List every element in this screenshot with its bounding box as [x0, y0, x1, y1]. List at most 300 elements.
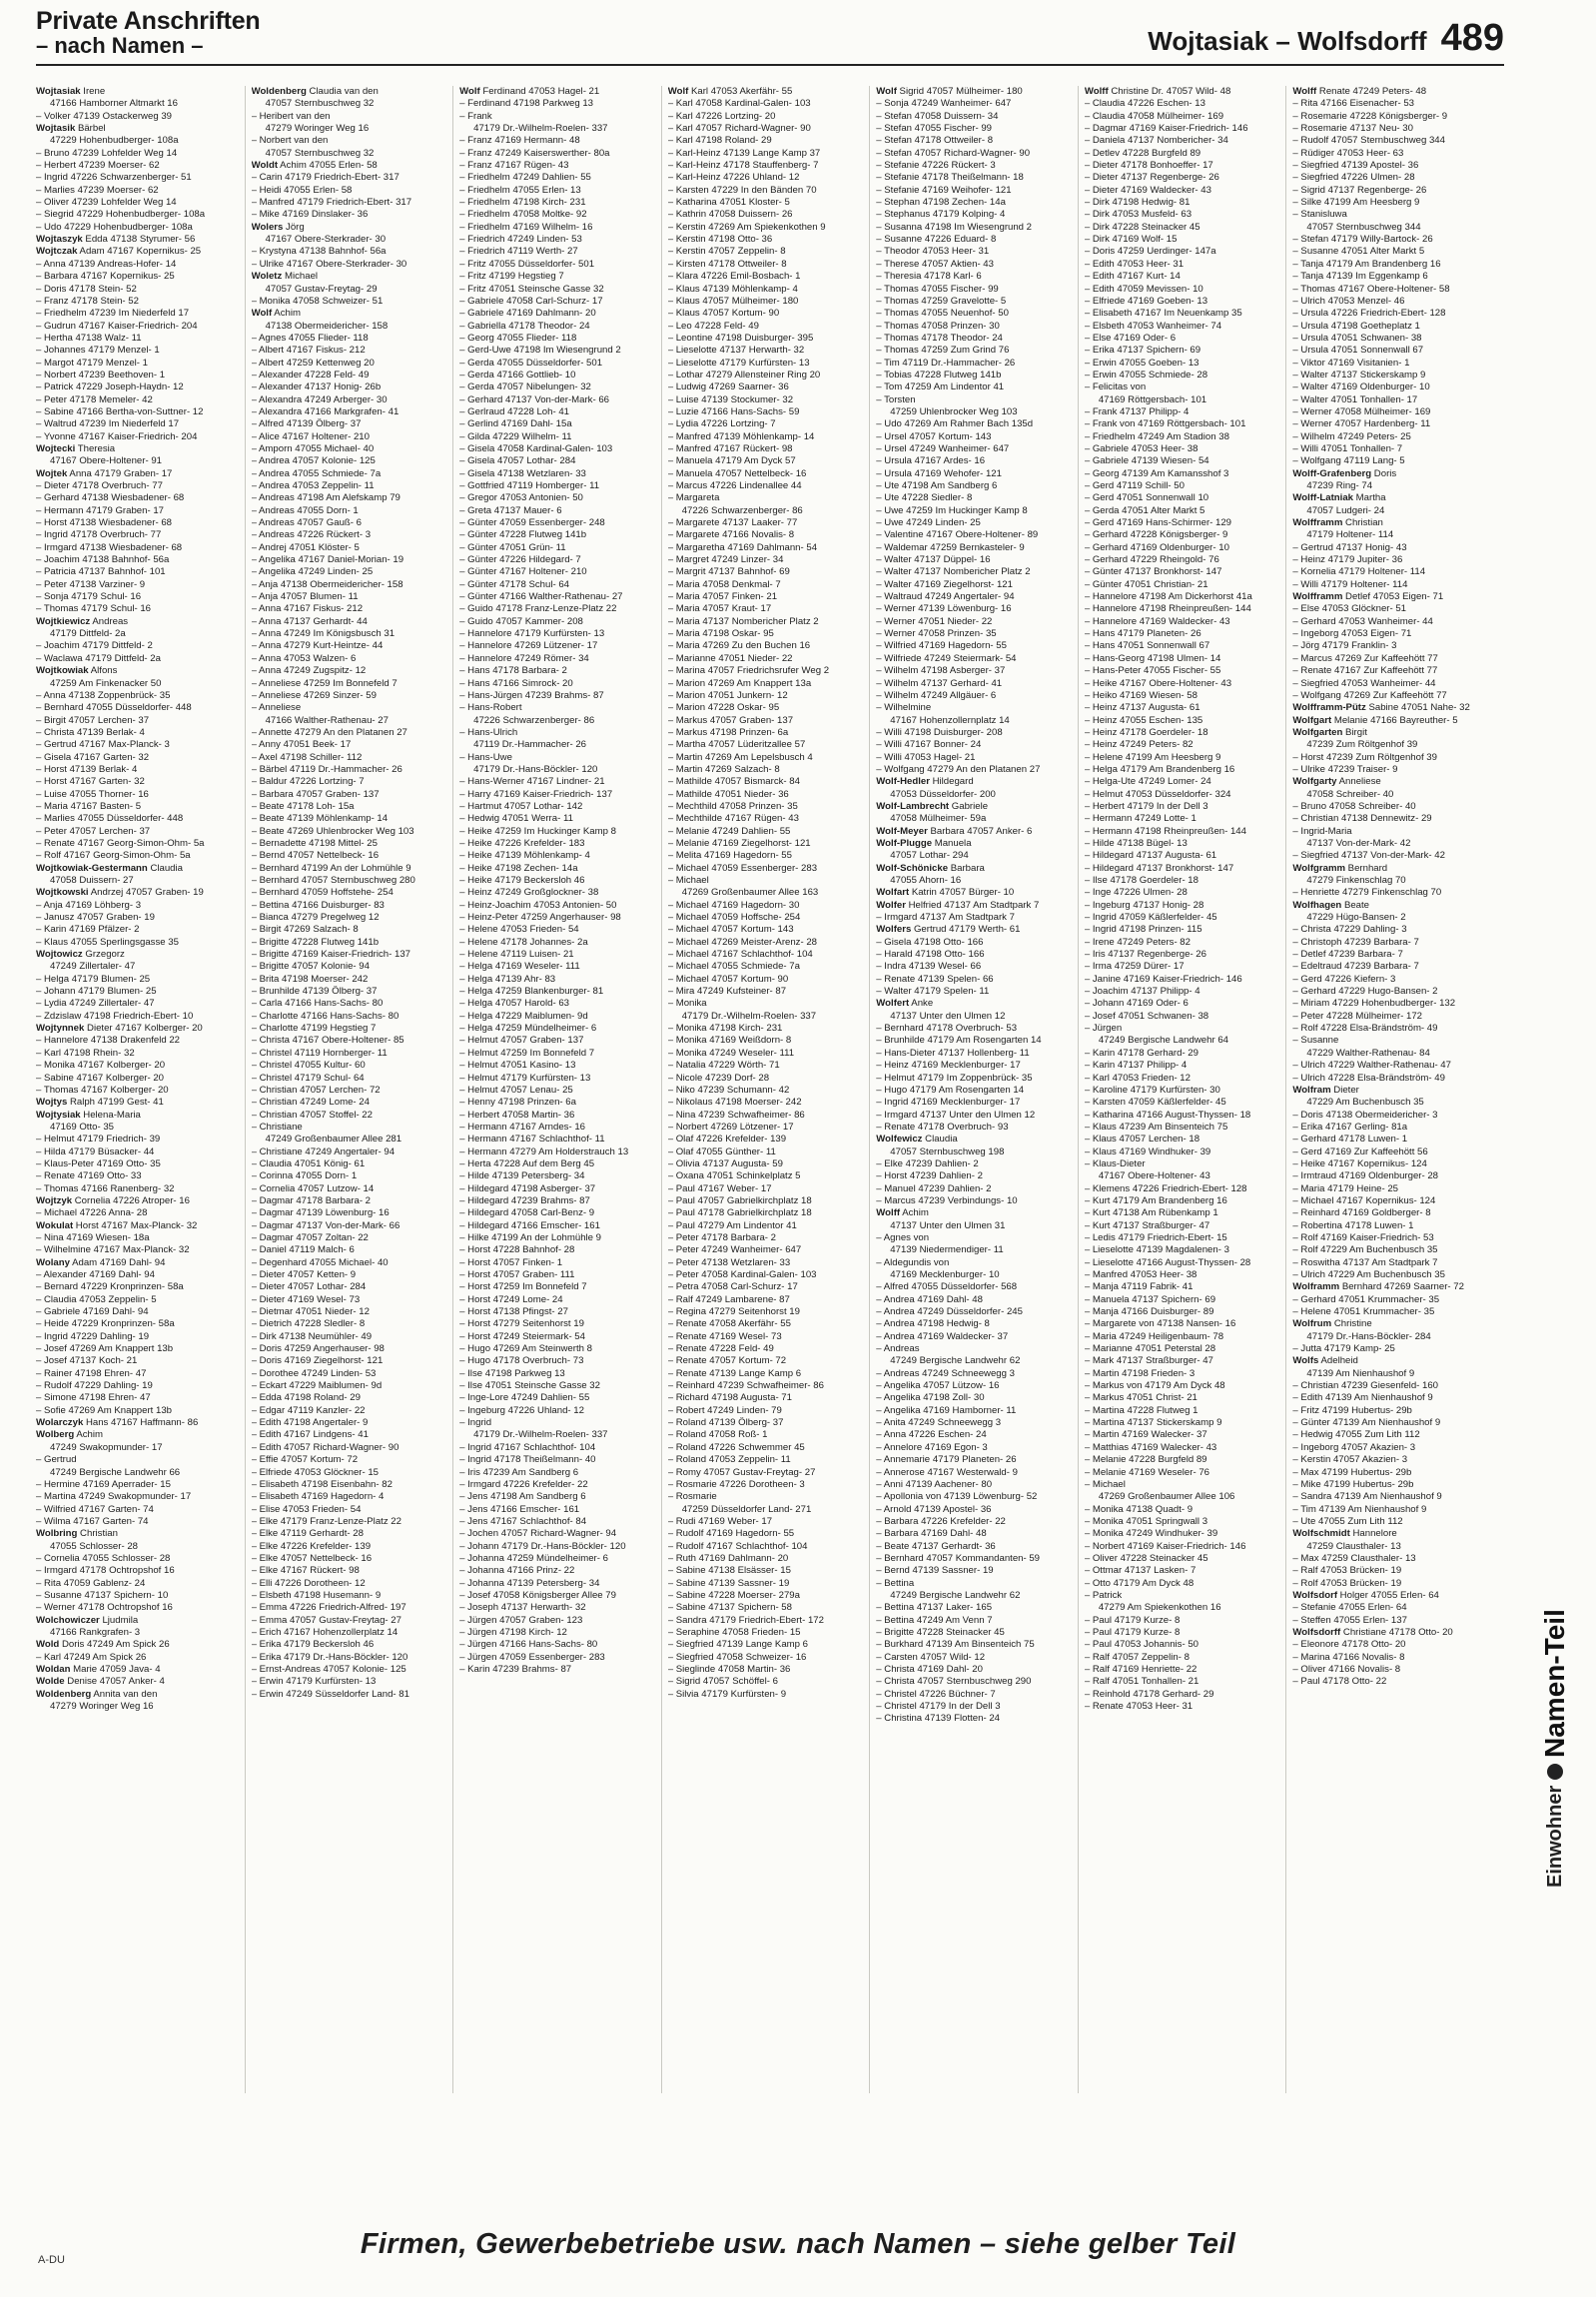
listing-entry: – Mark 47137 Straßburger- 47 [1084, 1355, 1213, 1367]
listing-entry: – Hildegard 47166 Emscher- 161 [459, 1219, 600, 1231]
listing-entry: – Nina 47239 Schwafheimer- 86 [667, 1109, 805, 1121]
listing-entry: – Guido 47178 Franz-Lenze-Platz 22 [459, 603, 617, 615]
listing-entry: – Ursula 47198 Goetheplatz 1 [1292, 320, 1420, 332]
listing-entry: – Ulrich 47229 Walther-Rathenau- 47 [1292, 1060, 1451, 1072]
listing-entry: 47249 Großenbaumer Allee 281 [265, 1134, 402, 1146]
listing-entry: – Edith 47198 Angertaler- 9 [251, 1417, 369, 1429]
listing-entry: – Dieter 47057 Ketten- 9 [251, 1269, 357, 1280]
listing-entry: – Olaf 47226 Krefelder- 139 [667, 1134, 787, 1146]
listing-entry: – Christoph 47239 Barbara- 7 [1292, 936, 1419, 948]
listing-entry: – Patrick [1084, 1589, 1123, 1601]
listing-entry: – Regina 47279 Seitenhorst 19 [667, 1306, 800, 1318]
listing-entry: – Helene 47053 Frieden- 54 [459, 924, 579, 936]
listing-entry: – Ingrid 47167 Schlachthof- 104 [459, 1441, 596, 1453]
listing-entry: – Andrea 47249 Düsseldorfer- 245 [876, 1306, 1023, 1318]
listing-entry: – Rudolf 47057 Sternbuschweg 344 [1292, 135, 1445, 147]
listing-entry: – Hans 47051 Sonnenwall 67 [1084, 640, 1210, 652]
listing-entry: – Andrea 47057 Kolonie- 125 [251, 455, 376, 467]
listing-entry: – Rolf 47169 Kaiser-Friedrich- 53 [1292, 1231, 1434, 1243]
listing-entry: – Elisabeth 47169 Hagedorn- 4 [251, 1491, 385, 1503]
listing-entry: – Margarete von 47138 Nansen- 16 [1084, 1318, 1236, 1330]
listing-entry: 47057 Sternbuschweg 198 [890, 1146, 1005, 1157]
listing-entry: – Gerhard 47229 Hugo-Bansen- 2 [1292, 986, 1438, 998]
listing-entry: – Elisabeth 47167 Im Neuenkamp 35 [1084, 308, 1242, 320]
listing-entry: – Renate 47057 Kortum- 72 [667, 1355, 787, 1367]
listing-entry: Wolfrum Christine [1292, 1318, 1372, 1330]
listing-entry: – Hans-Robert [459, 702, 522, 714]
listing-entry: – Ursula 47226 Friedrich-Ebert- 128 [1292, 308, 1446, 320]
listing-entry: – Karl 47057 Richard-Wagner- 90 [667, 123, 811, 135]
listing-entry: Wolf-Hedler Hildegard [876, 776, 974, 788]
listing-entry: 47259 Düsseldorfer Land- 271 [681, 1503, 812, 1515]
listing-entry: – Brunhilde 47139 Ölberg- 37 [251, 986, 378, 998]
listing-entry: – Carin 47179 Friedrich-Ebert- 317 [251, 172, 399, 184]
listing-entry: Wojtasiak Irene [36, 86, 106, 97]
listing-entry: – Martin 47169 Walecker- 37 [1084, 1429, 1207, 1441]
listing-entry: Wolfer Helfried 47137 Am Stadtpark 7 [876, 899, 1040, 911]
listing-entry: – Christel 47055 Kultur- 60 [251, 1060, 366, 1072]
listing-entry: – Maria 47198 Oskar- 95 [667, 628, 774, 640]
listing-entry: 47259 Am Finkenacker 50 [50, 677, 162, 689]
listing-entry: – Anna 47053 Walzen- 6 [251, 652, 357, 664]
listing-entry: – Edeltraud 47239 Barbara- 7 [1292, 961, 1419, 973]
listing-entry: – Brigitte 47228 Flutweg 141b [251, 936, 380, 948]
listing-entry: – Hannelore 47138 Drakenfeld 22 [36, 1035, 181, 1047]
listing-entry: – Wilfriede 47249 Steiermark- 54 [876, 652, 1017, 664]
listing-entry: – Martina 47228 Flutweg 1 [1084, 1404, 1198, 1416]
listing-entry: 47229 Walther-Rathenau- 84 [1306, 1047, 1430, 1059]
listing-entry: – Jens 47167 Schlachthof- 84 [459, 1515, 587, 1527]
listing-entry: 47179 Holtener- 114 [1306, 529, 1394, 541]
listing-entry: – Max 47259 Clausthaler- 13 [1292, 1552, 1416, 1564]
listing-entry: – Sonja 47249 Wanheimer- 647 [876, 98, 1012, 110]
listing-entry: – Gerda 47057 Nibelungen- 32 [459, 382, 591, 393]
listing-entry: – Klaus 47057 Mülheimer- 180 [667, 295, 799, 307]
listing-entry: 47058 Mülheimer- 59a [890, 813, 987, 825]
listing-entry: – Claudia 47226 Eschen- 13 [1084, 98, 1205, 110]
listing-entry: – Thomas 47259 Zum Grind 76 [876, 345, 1010, 357]
listing-entry: – Paul 47167 Weber- 17 [667, 1182, 772, 1194]
listing-entry: – Herbert 47179 In der Dell 3 [1084, 800, 1208, 812]
listing-entry: – Ursel 47249 Wanheimer- 647 [876, 442, 1010, 454]
listing-entry: – Peter 47178 Memeler- 42 [36, 393, 153, 405]
listing-entry: – Gisela 47058 Kardinal-Galen- 103 [459, 442, 613, 454]
listing-entry: – Detlef 47239 Barbara- 7 [1292, 949, 1403, 961]
listing-entry: – Angelika 47198 Zoll- 30 [876, 1392, 985, 1404]
listing-entry: – Beate 47139 Möhlenkamp- 14 [251, 813, 389, 825]
listing-entry: – Christiane 47249 Angertaler- 94 [251, 1146, 396, 1157]
listing-entry: – Edith 47167 Kurt- 14 [1084, 271, 1181, 283]
listing-entry: – Agnes von [876, 1231, 930, 1243]
listing-entry: – Thomas 47058 Prinzen- 30 [876, 320, 1000, 332]
listing-entry: – Marlies 47055 Düsseldorfer- 448 [36, 813, 184, 825]
listing-entry: – Stephan 47198 Zechen- 14a [876, 197, 1006, 209]
listing-entry: – Heinz-Peter 47259 Angerhauser- 98 [459, 912, 621, 924]
listing-entry: – Manfred 47167 Rückert- 98 [667, 442, 793, 454]
listing-entry: – Gerhard 47137 Von-der-Mark- 66 [459, 393, 609, 405]
listing-entry: 47166 Walther-Rathenau- 27 [265, 714, 389, 726]
listing-entry: – Margret 47249 Linzer- 34 [667, 554, 784, 566]
listing-entry: – Dietrich 47228 Sledler- 8 [251, 1318, 366, 1330]
listing-entry: – Gisela 47167 Garten- 32 [36, 751, 150, 763]
section-side-tab [1520, 1558, 1590, 1888]
listing-entry: – Waclawa 47179 Dittfeld- 2a [36, 652, 161, 664]
listing-entry: 47167 Obere-Sterkrader- 30 [265, 234, 387, 246]
listing-entry: – Marianne 47051 Nieder- 22 [667, 652, 793, 664]
listing-entry: – Hans-Dieter 47137 Hollenberg- 11 [876, 1047, 1030, 1059]
listing-entry: – Michael 47055 Schmiede- 7a [667, 961, 800, 973]
listing-entry: – Ulrike 47167 Obere-Sterkrader- 30 [251, 258, 407, 270]
listing-entry: Wolff-Latniak Martha [1292, 492, 1386, 504]
listing-entry: – Alfred 47139 Ölberg- 37 [251, 418, 362, 430]
listing-entry: – Thomas 47178 Theodor- 24 [876, 332, 1003, 344]
listing-entry: – Irma 47259 Dürer- 17 [1084, 961, 1185, 973]
listing-entry: – Iris 47239 Am Sandberg 6 [459, 1466, 579, 1478]
listing-entry: Wolfframm-Pütz Sabine 47051 Nahe- 32 [1292, 702, 1470, 714]
listing-entry: – Elke 47119 Gerhardt- 28 [251, 1528, 364, 1540]
listing-entry: – Helmut 47053 Düsseldorfer- 324 [1084, 788, 1231, 800]
listing-entry: Wojtkiewicz Andreas [36, 615, 129, 627]
listing-entry: – Claudia 47058 Mülheimer- 169 [1084, 110, 1224, 122]
listing-entry: – Hilde 47139 Petersberg- 34 [459, 1170, 585, 1182]
listing-entry: Woldenberg Annita van den [36, 1688, 158, 1700]
listing-entry: – Gerhard 47169 Oldenburger- 10 [1084, 541, 1229, 553]
listing-entry: – Oliver 47228 Steinacker 45 [1084, 1552, 1208, 1564]
listing-entry: – Tobias 47228 Flutweg 141b [876, 369, 1002, 381]
listing-entry: – Gabriele 47053 Heer- 38 [1084, 442, 1198, 454]
listing-entry: 47057 Gustav-Freytag- 29 [265, 283, 378, 295]
listing-entry: – Manuel 47239 Dahlien- 2 [876, 1182, 992, 1194]
listing-entry: – Elke 47167 Rückert- 98 [251, 1565, 360, 1577]
listing-entry: – Johanna 47166 Prinz- 22 [459, 1565, 575, 1577]
listing-entry: – Christa 47167 Obere-Holtener- 85 [251, 1035, 404, 1047]
listing-entry: – Walter 47169 Ziegelhorst- 121 [876, 578, 1013, 590]
listing-entry: – Gerd 47226 Kiefern- 3 [1292, 973, 1396, 985]
listing-entry: – Ingrid 47178 Overbruch- 77 [36, 529, 162, 541]
listing-entry: – Silvia 47179 Kurfürsten- 9 [667, 1688, 787, 1700]
listing-entry: – Dieter 47178 Overbruch- 77 [36, 480, 163, 491]
listing-entry: – Helga 47057 Harold- 63 [459, 998, 570, 1010]
listing-entry: – Wolfgang 47119 Lang- 5 [1292, 455, 1405, 467]
listing-entry: – Amporn 47055 Michael- 40 [251, 442, 375, 454]
listing-entry: – Karl 47053 Frieden- 12 [1084, 1072, 1191, 1084]
listing-entry: – Annemarie 47179 Planeten- 26 [876, 1454, 1017, 1466]
listing-entry: 47239 Ring- 74 [1306, 480, 1373, 491]
listing-entry: – Michael [667, 875, 709, 886]
listing-entry: – Daniela 47137 Nombericher- 34 [1084, 135, 1228, 147]
listing-entry: – Dagmar 47139 Löwenburg- 16 [251, 1207, 390, 1219]
listing-entry: – Christel 47226 Büchner- 7 [876, 1688, 996, 1700]
listing-entry: – Thomas 47167 Obere-Holtener- 58 [1292, 283, 1450, 295]
listing-entry: – Maria 47058 Denkmal- 7 [667, 578, 781, 590]
listing-entry: 47279 Finkenschlag 70 [1306, 875, 1406, 886]
listing-entry: – Gottfried 47119 Homberger- 11 [459, 480, 600, 491]
listing-entry: – Ledis 47179 Friedrich-Ebert- 15 [1084, 1231, 1227, 1243]
listing-columns [36, 86, 1490, 2093]
listing-entry: Wolfart Katrin 47057 Bürger- 10 [876, 887, 1015, 899]
listing-entry: – Elsbeth 47053 Wanheimer- 74 [1084, 320, 1222, 332]
listing-entry: – Hans-Werner 47167 Lindner- 21 [459, 776, 605, 788]
listing-entry: – Paul 47053 Johannis- 50 [1084, 1639, 1198, 1651]
listing-entry: – Anny 47051 Beek- 17 [251, 739, 352, 751]
listing-entry: – Horst 47057 Finken- 1 [459, 1256, 563, 1268]
listing-entry: – Luise 47055 Thorner- 16 [36, 788, 149, 800]
listing-entry: – Ludwig 47269 Saarner- 36 [667, 382, 789, 393]
listing-entry: – Dagmar 47169 Kaiser-Friedrich- 146 [1084, 123, 1248, 135]
listing-entry: – Anna 47249 Zugspitz- 12 [251, 665, 367, 677]
listing-entry: – Andreas [876, 1343, 920, 1355]
listing-entry: – Helene 47199 Am Heesberg 9 [1084, 751, 1221, 763]
listing-entry: – Bettina 47166 Duisburger- 83 [251, 899, 385, 911]
listing-entry: – Greta 47137 Mauer- 6 [459, 504, 562, 516]
listing-entry: – Monika 47169 Weißdorn- 8 [667, 1035, 792, 1047]
footer-note: Firmen, Gewerbebetriebe usw. nach Namen – siehe gelber Teil [360, 2228, 1236, 2260]
listing-entry: – Erika 47179 Beckersloh 46 [251, 1639, 375, 1651]
listing-entry: – Monika 47058 Schweizer- 51 [251, 295, 384, 307]
listing-entry: – Elke 47226 Krefelder- 139 [251, 1540, 372, 1552]
listing-entry: – Michael 47057 Kortum- 90 [667, 973, 789, 985]
listing-entry: Wolfers Gertrud 47179 Werth- 61 [876, 924, 1021, 936]
listing-entry: 47179 Dittfeld- 2a [50, 628, 126, 640]
listing-entry: – Karl 47198 Roland- 29 [667, 135, 772, 147]
listing-entry: Wolfsdorff Christiane 47178 Otto- 20 [1292, 1626, 1453, 1638]
listing-entry: – Marcus 47239 Verbindungs- 10 [876, 1194, 1018, 1206]
listing-entry: – Sigrid 47137 Regenberge- 26 [1292, 184, 1427, 196]
listing-entry: – Katharina 47166 August-Thyssen- 18 [1084, 1109, 1251, 1121]
listing-entry: – Brita 47198 Moerser- 242 [251, 973, 369, 985]
listing-entry: – Christina 47139 Flotten- 24 [876, 1713, 1001, 1725]
listing-entry: – Günter 47051 Christian- 21 [1084, 578, 1208, 590]
listing-entry: – Monika [667, 998, 707, 1010]
listing-entry: – Niko 47239 Schumann- 42 [667, 1084, 790, 1096]
listing-entry: 47057 Sternbuschweg 32 [265, 147, 375, 159]
listing-entry: – Peter 47228 Mülheimer- 172 [1292, 1010, 1423, 1022]
listing-entry: 47279 Woringer Weg 16 [50, 1701, 154, 1713]
listing-entry: – Hermine 47169 Aperrader- 15 [36, 1478, 171, 1490]
listing-entry: – Dagmar 47057 Zoltan- 22 [251, 1231, 369, 1243]
listing-entry: – Alexander 47137 Honig- 26b [251, 382, 382, 393]
listing-entry: – Renate 47169 Otto- 33 [36, 1170, 142, 1182]
listing-entry: Woldt Achim 47055 Erlen- 58 [251, 160, 378, 172]
listing-entry: – Alexander 47228 Feld- 49 [251, 369, 370, 381]
listing-entry: – Elke 47179 Franz-Lenze-Platz 22 [251, 1515, 401, 1527]
listing-entry: – Anna 47139 Andreas-Hofer- 14 [36, 258, 177, 270]
listing-entry: – Helga 47179 Blumen- 25 [36, 973, 151, 985]
listing-entry: – Rolf 47167 Georg-Simon-Ohm- 5a [36, 850, 191, 862]
listing-entry: – Anneliese 47269 Sinzer- 59 [251, 689, 377, 701]
listing-entry: – Dirk 47169 Wolf- 15 [1084, 234, 1178, 246]
listing-entry: Wojtynnek Dieter 47167 Kolberger- 20 [36, 1023, 203, 1035]
side-tab-label-1: Einwohner [1544, 1785, 1566, 1888]
listing-entry: – Norbert 47169 Kaiser-Friedrich- 146 [1084, 1540, 1246, 1552]
listing-entry: – Bernhard 47178 Overbruch- 53 [876, 1023, 1018, 1035]
listing-entry: – Martin 47269 Am Lepelsbusch 4 [667, 751, 813, 763]
listing-entry: – Eleonore 47178 Otto- 20 [1292, 1639, 1406, 1651]
listing-entry: – Klaus 47139 Möhlenkamp- 4 [667, 283, 798, 295]
listing-entry: – Willi 47198 Duisburger- 208 [876, 726, 1003, 738]
listing-entry: – Wilhelmine 47167 Max-Planck- 32 [36, 1244, 190, 1256]
listing-entry: – Karsten 47059 Käßlerfelder- 45 [1084, 1097, 1226, 1109]
listing-entry: – Gabriele 47139 Wiesen- 54 [1084, 455, 1209, 467]
listing-entry: Wolfsdorf Holger 47055 Erlen- 64 [1292, 1589, 1439, 1601]
listing-column [452, 86, 657, 2093]
listing-entry: – Günter 47226 Hildegard- 7 [459, 554, 581, 566]
listing-entry: – Wilfried 47169 Hagedorn- 55 [876, 640, 1007, 652]
listing-entry: 47137 Unter den Ulmen 31 [890, 1219, 1006, 1231]
listing-entry: – Bernd 47139 Sassner- 19 [876, 1565, 994, 1577]
listing-entry: – Johann 47179 Blumen- 25 [36, 986, 157, 998]
listing-entry: – Hildegard 47058 Carl-Benz- 9 [459, 1207, 595, 1219]
listing-entry: – Ingrid 47198 Prinzen- 115 [1084, 924, 1202, 936]
listing-entry: – Christian 47057 Stoffel- 22 [251, 1109, 373, 1121]
listing-entry: – Marion 47269 Am Knappert 13a [667, 677, 812, 689]
listing-entry: – Simone 47198 Ehren- 47 [36, 1392, 151, 1404]
listing-entry: – Siegfried 47226 Ulmen- 28 [1292, 172, 1415, 184]
listing-entry: – Hildegard 47198 Asberger- 37 [459, 1182, 596, 1194]
listing-entry: – Gerda 47055 Düsseldorfer- 501 [459, 357, 603, 369]
listing-entry: – Marcus 47269 Zur Kaffeehött 77 [1292, 652, 1438, 664]
listing-entry: – Erich 47167 Hohenzollerplatz 14 [251, 1626, 399, 1638]
listing-entry: – Horst 47249 Lome- 24 [459, 1293, 563, 1305]
listing-entry: – Michael 47169 Hagedorn- 30 [667, 899, 800, 911]
listing-entry: – Helga 47259 Mündelheimer- 6 [459, 1023, 597, 1035]
listing-entry: – Martin 47198 Frieden- 3 [1084, 1367, 1196, 1379]
listing-entry: – Melita 47169 Hagedorn- 55 [667, 850, 792, 862]
listing-entry: – Günter 47166 Walther-Rathenau- 27 [459, 591, 623, 603]
listing-entry: – Robertina 47178 Luwen- 1 [1292, 1219, 1414, 1231]
listing-entry: – Kurt 47137 Straßburger- 47 [1084, 1219, 1210, 1231]
listing-entry: – Ute 47228 Siedler- 8 [876, 492, 973, 504]
listing-entry: – Willi 47167 Bonner- 24 [876, 739, 982, 751]
listing-entry: – Christel 47179 Schul- 64 [251, 1072, 365, 1084]
listing-entry: 47057 Sternbuschweg 344 [1306, 221, 1421, 233]
listing-entry: – Cornelia 47055 Schlosser- 28 [36, 1552, 171, 1564]
listing-entry: – Günter 47051 Grün- 11 [459, 541, 566, 553]
listing-entry: – Lieselotte 47179 Kurfürsten- 13 [667, 357, 810, 369]
listing-entry: 47058 Schreiber- 40 [1306, 788, 1394, 800]
listing-entry: – Margarete 47137 Laaker- 77 [667, 517, 798, 529]
listing-entry: – Manja 47119 Fabrik- 41 [1084, 1281, 1194, 1293]
listing-entry: – Romy 47057 Gustav-Freytag- 27 [667, 1466, 816, 1478]
listing-entry: – Reinhard 47239 Schwafheimer- 86 [667, 1380, 824, 1392]
listing-entry: – Kathrin 47058 Duissern- 26 [667, 209, 793, 221]
listing-entry: – Wilma 47167 Garten- 74 [36, 1515, 149, 1527]
listing-entry: – Erwin 47055 Goeben- 13 [1084, 357, 1199, 369]
listing-entry: – Rolf 47053 Brücken- 19 [1292, 1577, 1402, 1589]
listing-entry: – Ursula 47167 Ardes- 16 [876, 455, 986, 467]
listing-entry: – Karl-Heinz 47139 Lange Kamp 37 [667, 147, 821, 159]
listing-entry: – Paul 47179 Kurze- 8 [1084, 1614, 1181, 1626]
listing-entry: – Maria 47249 Heiligenbaum- 78 [1084, 1330, 1224, 1342]
listing-entry: – Richard 47198 Augusta- 71 [667, 1392, 792, 1404]
listing-entry: – Klaus-Dieter [1084, 1157, 1146, 1169]
listing-entry: – Joachim 47138 Bahnhof- 56a [36, 554, 170, 566]
listing-entry: – Axel 47198 Schiller- 112 [251, 751, 363, 763]
listing-entry: – Barbara 47057 Graben- 137 [251, 788, 380, 800]
listing-entry: – Heike 47259 Im Huckinger Kamp 8 [459, 825, 616, 837]
listing-entry: – Udo 47229 Hohenbudberger- 108a [36, 221, 193, 233]
listing-entry: – Rosmarie [667, 1491, 717, 1503]
listing-entry: – Christiane [251, 1121, 303, 1133]
listing-entry: – Heinz-Joachim 47053 Antonien- 50 [459, 899, 617, 911]
listing-entry: – Manfred 47139 Möhlenkamp- 14 [667, 430, 815, 442]
listing-entry: – Walter 47051 Tonhallen- 17 [1292, 393, 1418, 405]
listing-entry: – Oxana 47051 Schinkelplatz 5 [667, 1170, 801, 1182]
side-tab-label-2: Namen-Teil [1539, 1608, 1570, 1758]
listing-entry: – Max 47199 Hubertus- 29b [1292, 1466, 1412, 1478]
listing-entry: – Ralf 47249 Lambarene- 87 [667, 1293, 790, 1305]
listing-entry: – Renate 47169 Wesel- 73 [667, 1330, 782, 1342]
listing-entry: – Manfred 47179 Friedrich-Ebert- 317 [251, 197, 412, 209]
listing-entry: – Steffen 47055 Erlen- 137 [1292, 1614, 1407, 1626]
listing-entry: – Friedhelm 47249 Dahlien- 55 [459, 172, 591, 184]
listing-entry: – Paul 47179 Kurze- 8 [1084, 1626, 1181, 1638]
listing-entry: – Krystyna 47138 Bahnhof- 56a [251, 246, 387, 258]
listing-entry: – Bettina 47249 Am Venn 7 [876, 1614, 993, 1626]
listing-entry: – Lydia 47249 Zillertaler- 47 [36, 998, 155, 1010]
listing-entry: – Dagmar 47178 Barbara- 2 [251, 1194, 372, 1206]
listing-entry: – Detlev 47228 Burgfeld 89 [1084, 147, 1201, 159]
listing-entry: – Degenhard 47055 Michael- 40 [251, 1256, 389, 1268]
listing-entry: – Angelika 47057 Lützow- 16 [876, 1380, 1000, 1392]
listing-entry: – Mira 47249 Kufsteiner- 87 [667, 986, 787, 998]
listing-entry: – Mike 47199 Hubertus- 29b [1292, 1478, 1414, 1490]
listing-entry: – Heinz 47055 Eschen- 135 [1084, 714, 1203, 726]
listing-entry: – Peter 47058 Kardinal-Galen- 103 [667, 1269, 817, 1280]
listing-entry: – Inge 47226 Ulmen- 28 [1084, 887, 1188, 899]
listing-entry: – Patricia 47137 Bahnhof- 101 [36, 566, 166, 578]
listing-entry: – Harald 47198 Otto- 166 [876, 949, 985, 961]
listing-entry: – Bernadette 47198 Mittel- 25 [251, 837, 378, 849]
listing-entry: 47179 Dr.-Wilhelm-Roelen- 337 [681, 1010, 817, 1022]
listing-entry: – Karsten 47229 In den Bänden 70 [667, 184, 817, 196]
listing-entry: – Angelika 47249 Linden- 25 [251, 566, 374, 578]
listing-entry: – Dirk 47198 Hedwig- 81 [1084, 197, 1191, 209]
listing-entry: – Rudolf 47169 Hagedorn- 55 [667, 1528, 795, 1540]
listing-entry: – Agnes 47055 Flieder- 118 [251, 332, 369, 344]
listing-entry: – Anna 47279 Kurt-Heintze- 44 [251, 640, 384, 652]
listing-entry: – Stephanus 47179 Kolping- 4 [876, 209, 1006, 221]
listing-entry: – Manuela 47137 Spichern- 69 [1084, 1293, 1216, 1305]
listing-entry: 47249 Zillertaler- 47 [50, 961, 136, 973]
listing-entry: – Doris 47178 Stein- 52 [36, 283, 137, 295]
listing-entry: – Hedwig 47055 Zum Lith 112 [1292, 1429, 1420, 1441]
listing-entry: Woldan Marie 47059 Java- 4 [36, 1664, 161, 1675]
listing-entry: – Therese 47057 Aktien- 43 [876, 258, 994, 270]
listing-entry: – Jürgen 47057 Graben- 123 [459, 1614, 583, 1626]
listing-entry: – Renate 47167 Georg-Simon-Ohm- 5a [36, 837, 205, 849]
listing-entry: – Rosmarie 47226 Dorotheen- 3 [667, 1478, 805, 1490]
listing-entry: – Angelika 47167 Daniel-Morian- 19 [251, 554, 404, 566]
listing-entry: – Christel 47119 Hornberger- 11 [251, 1047, 388, 1059]
listing-entry: – Thomas 47055 Neuenhof- 50 [876, 308, 1009, 320]
listing-entry: – Carla 47166 Hans-Sachs- 80 [251, 998, 384, 1010]
listing-entry: – Dirk 47228 Steinacker 45 [1084, 221, 1200, 233]
listing-entry: – Ulrich 47053 Menzel- 46 [1292, 295, 1405, 307]
listing-entry: – Karl 47058 Kardinal-Galen- 103 [667, 98, 811, 110]
listing-entry: – Doris 47169 Ziegelhorst- 121 [251, 1355, 384, 1367]
listing-entry: – Oliver 47166 Novalis- 8 [1292, 1664, 1401, 1675]
listing-entry: Wolframm Bernhard 47269 Saarner- 72 [1292, 1281, 1464, 1293]
listing-entry: – Gerhard 47228 Königsberger- 9 [1084, 529, 1228, 541]
listing-entry: – Doris 47259 Angerhauser- 98 [251, 1343, 385, 1355]
listing-entry: – Gerd 47119 Schill- 50 [1084, 480, 1185, 491]
listing-entry: – Dirk 47053 Musfeld- 63 [1084, 209, 1193, 221]
listing-entry: – Alfred 47055 Düsseldorfer- 568 [876, 1281, 1018, 1293]
listing-entry: Wolf-Lambrecht Gabriele [876, 800, 989, 812]
listing-entry: – Annelore 47169 Egon- 3 [876, 1441, 988, 1453]
listing-entry: – Ingrid 47059 Käßlerfelder- 45 [1084, 912, 1217, 924]
